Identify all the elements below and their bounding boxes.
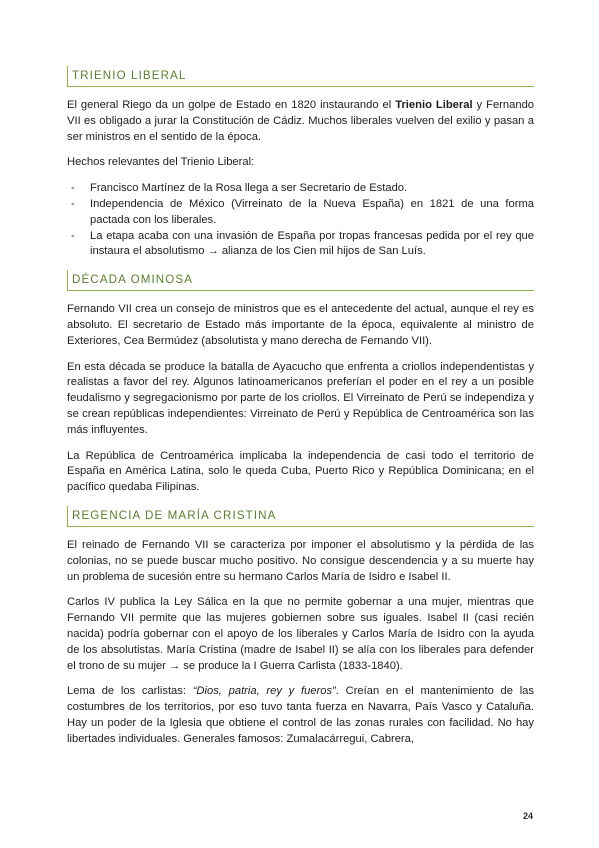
- paragraph: Hechos relevantes del Trienio Liberal:: [67, 156, 255, 169]
- dash-bullet: -: [71, 229, 75, 242]
- paragraph: [67, 684, 534, 747]
- section-heading-trienio-liberal: TRIENIO LIBERAL: [67, 66, 534, 87]
- page-number: 24: [522, 811, 533, 821]
- list-item: [67, 181, 534, 197]
- text-run: y Fernando VII es obligado a jurar la Constitución de Cádiz. Muchos liberales vuelven del exilio y pasan a ser ministros en el sentido de la época.: [67, 99, 535, 143]
- document-page: [67, 66, 534, 758]
- text-run: Lema de los carlistas:: [67, 685, 193, 698]
- dash-bullet: -: [71, 182, 75, 195]
- paragraph: Fernando VII crea un consejo de ministros que es el antecedente del actual, aunque el rey es absoluto. El secretario de Estado más importante de la época, equivalente al ministro de Exteriores, Cea Bermúdez (absolutista y mano derecha de Fernando VII).: [67, 303, 534, 347]
- text-run: El general Riego da un golpe de Estado en 1820 instaurando el: [67, 99, 396, 111]
- paragraph: Carlos IV publica la Ley Sálica en la que no permite gobernar a una mujer, mientras que Fernando VII permite que las mujeres gobiernen sobre sus iguales. Isabel II (casi recién nacida) podría gobernar con el apoyo de los liberales y Carlos María de Isidro con la ayuda de los absolutistas. María Cristina (madre de Isabel II) se alía con los liberales para defender el trono de su mujer → se produce la I Guerra Carlista (1833-1840).: [67, 596, 534, 672]
- section-heading-decada-ominosa: DÉCADA OMINOSA: [67, 270, 534, 291]
- section-heading-regencia-maria-cristina: REGENCIA DE MARÍA CRISTINA: [67, 506, 534, 527]
- list-item: [67, 197, 534, 229]
- bold-term: Trienio Liberal: [395, 99, 473, 111]
- list-item-text: Francisco Martínez de la Rosa llega a ser Secretario de Estado.: [90, 182, 408, 195]
- facts-list: [67, 181, 534, 260]
- paragraph: La República de Centroamérica implicaba la independencia de casi todo el territorio de España en América Latina, solo le queda Cuba, Puerto Rico y República Dominicana; en el pacífico quedaba Filipinas.: [67, 449, 534, 494]
- list-item: [67, 229, 534, 261]
- paragraph: [67, 98, 534, 145]
- text-run: . Creían en el mantenimiento de las costumbres de los territorios, por eso tuvo tanta fuerza en Navarra, País Vasco y Cataluña. Hay un poder de la Iglesia que obtiene el control de las zonas rurales con facilidad. No hay libertades individuales. Generales famosos: Zumalacárregui, Cabrera,: [67, 685, 534, 745]
- list-item-text: La etapa acaba con una invasión de España por tropas francesas pedida por el rey que instaura el absolutismo → alianza de los Cien mil hijos de San Luís.: [90, 229, 534, 258]
- italic-quote: “Dios, patria, rey y fueros”: [192, 685, 336, 698]
- paragraph: El reinado de Fernando VII se caracteriza por imponer el absolutismo y la pérdida de las colonias, no se puede buscar mucho positivo. No consigue descendencia y a su muerte hay un problema de sucesión entre su hermano Carlos María de Isidro e Isabel II.: [67, 538, 534, 583]
- paragraph: En esta década se produce la batalla de Ayacucho que enfrenta a criollos independentistas y realistas a favor del rey. Algunos latinoamericanos preferían el poder en el rey a un posible feudalismo y segregacionismo por parte de los criollos. El Virreinato de Perú se independiza y se crean repúblicas independientes: Virreinato de Perú y República de Centroamérica son las más influyentes.: [67, 360, 534, 436]
- list-item-text: Independencia de México (Virreinato de la Nueva España) en 1821 de una forma pactada con los liberales.: [90, 197, 534, 226]
- dash-bullet: -: [71, 197, 75, 210]
